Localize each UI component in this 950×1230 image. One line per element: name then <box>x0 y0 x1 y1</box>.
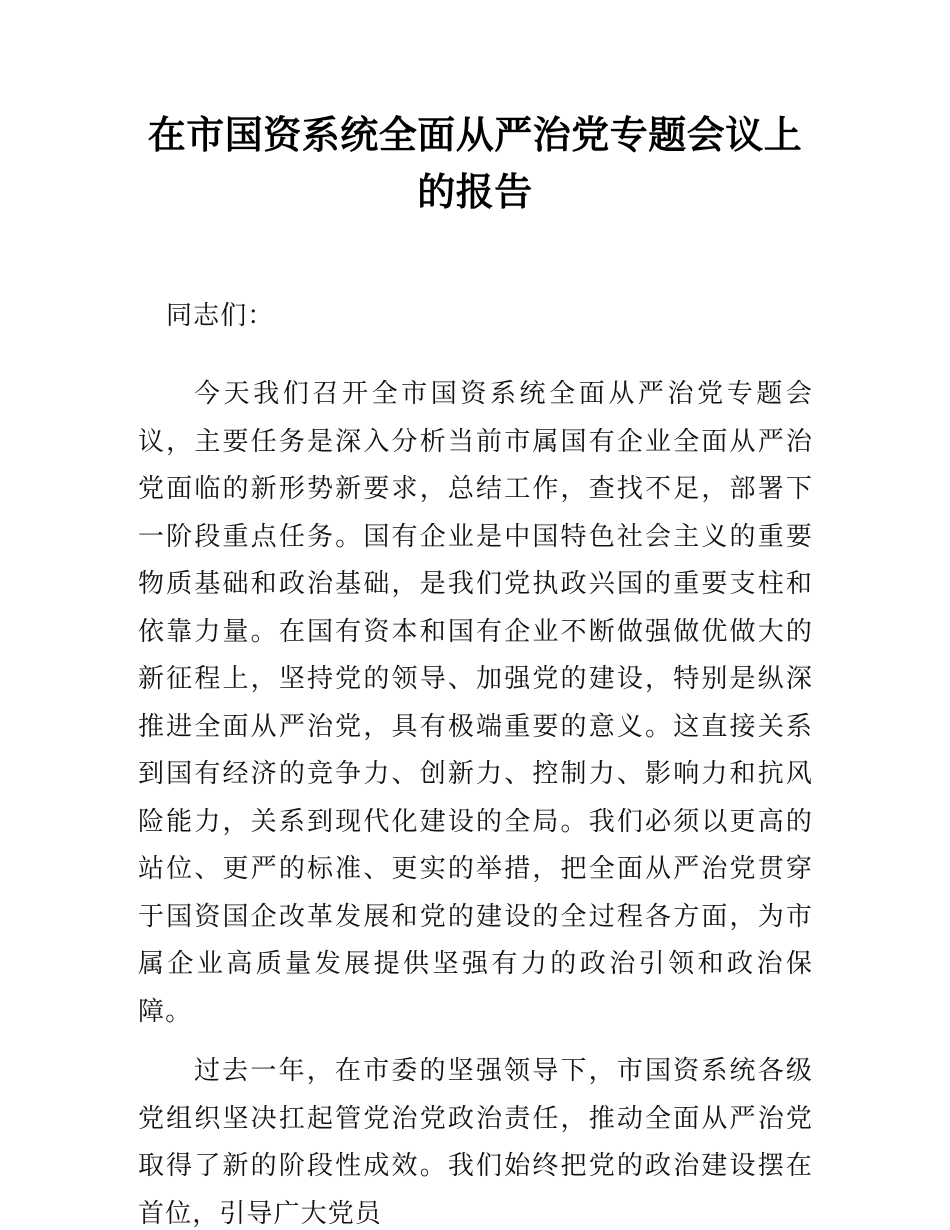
document-body <box>138 292 813 1230</box>
page-title: 在市国资系统全面从严治党专题会议上的报告 <box>147 115 803 214</box>
body-paragraph-1: 今天我们召开全市国资系统全面从严治党专题会议，主要任务是深入分析当前市属国有企业全面从严治党面临的新形势新要求，总结工作，查找不足，部署下一阶段重点任务。国有企业是中国特色社会主义的重要物质基础和政治基础，是我们党执政兴国的重要支柱和依靠力量。在国有资本和国有企业不断做强做优做大的新征程上，坚持党的领导、加强党的建设，特别是纵深推进全面从严治党，具有极端重要的意义。这直接关系到国有经济的竞争力、创新力、控制力、影响力和抗风险能力，关系到现代化建设的全局。我们必须以更高的站位、更严的标准、更实的举措，把全面从严治党贯穿于国资国企改革发展和党的建设的全过程各方面，为市属企业高质量发展提供坚强有力的政治引领和政治保障。 <box>138 379 813 1026</box>
body-paragraph-2: 过去一年，在市委的坚强领导下，市国资系统各级党组织坚决扛起管党治党政治责任，推动全面从严治党取得了新的阶段性成效。我们始终把党的政治建设摆在首位，引导广大党员 <box>138 1056 813 1228</box>
salutation: 同志们： <box>166 301 275 330</box>
